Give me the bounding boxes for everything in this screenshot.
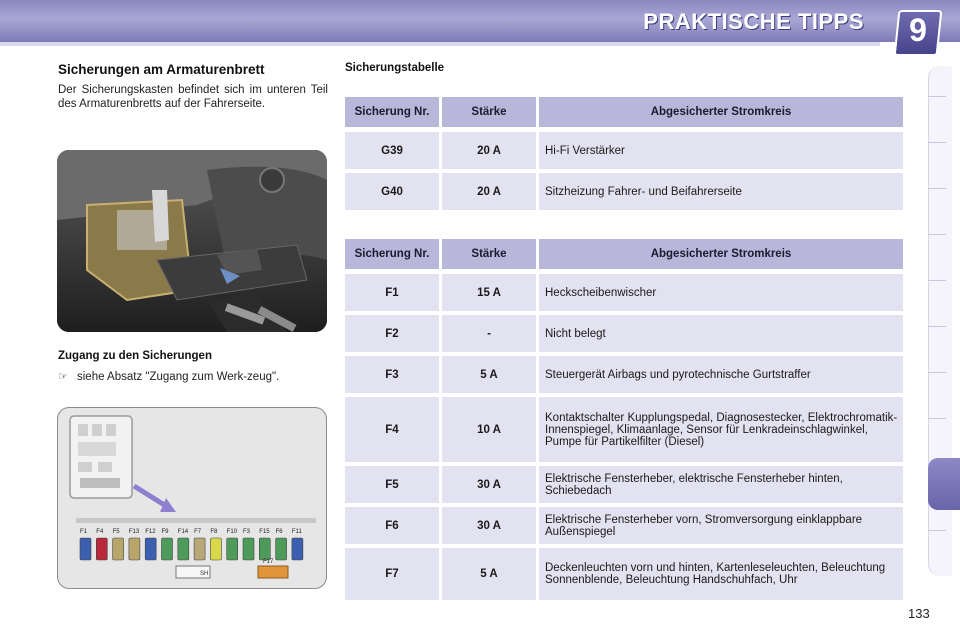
cell-rating: [442, 315, 536, 352]
header-rating-text: Stärke: [471, 106, 507, 118]
cell-rating: [442, 507, 536, 544]
header-circuit: [539, 97, 903, 127]
header-circuit-text: Abgesicherter Stromkreis: [650, 248, 792, 260]
cell-circuit-text: Deckenleuchten vorn und hinten, Kartenleseleuchten, Beleuchtung Sonnenblende, Beleuchtung Handschuhfach, Uhr: [545, 562, 886, 586]
cell-rating: [442, 397, 536, 462]
header-fuse-number: [345, 97, 439, 127]
fuse-f14: [178, 538, 189, 560]
fuse-box-diagram: [57, 407, 327, 589]
fuse-label: F5: [112, 529, 120, 535]
cell-circuit-text: Elektrische Fensterheber vorn, Stromversorgung einklappbare Außenspiegel: [545, 513, 863, 538]
fuse-f13: [129, 538, 140, 560]
f17-label: F17: [263, 559, 274, 565]
fuse-f3: [243, 538, 254, 560]
fuse-f17: [258, 566, 288, 578]
cell-circuit: [539, 173, 903, 210]
fuse-f4: [96, 538, 107, 560]
fuse-label: F3: [243, 529, 251, 535]
cell-fuse-number: [345, 173, 439, 210]
intro-paragraph: Der Sicherungskasten befindet sich im unteren Teil des Armaturenbretts auf der Fahrerseite.: [58, 84, 328, 110]
header-circuit: [539, 239, 903, 269]
header-circuit-text: Abgesicherter Stromkreis: [650, 106, 792, 118]
fuse-label: F11: [291, 529, 302, 535]
cell-rating-text: 5 A: [480, 568, 498, 580]
cell-rating-text: 5 A: [480, 368, 498, 381]
cell-fuse-number: [345, 507, 439, 544]
page-header: [0, 0, 960, 52]
cell-fuse-number: [345, 397, 439, 462]
fuse-label: F1: [80, 529, 88, 535]
fuse-f5: [113, 538, 124, 560]
cell-fuse-number: [345, 315, 439, 352]
dashboard-illustration: [57, 150, 327, 332]
cell-fuse-number: [345, 466, 439, 503]
chapter-number: 9: [909, 12, 927, 48]
fuse-f12: [145, 538, 156, 560]
cell-circuit: [539, 507, 903, 544]
cell-fuse-number: [345, 132, 439, 169]
fuse-label: F4: [96, 529, 104, 535]
cell-rating-text: -: [487, 327, 491, 340]
tab-divider: [928, 234, 946, 235]
header-rating: [442, 239, 536, 269]
cell-circuit: [539, 466, 903, 503]
cell-fuse-number: [345, 548, 439, 600]
cell-rating-text: 30 A: [477, 478, 501, 491]
cell-rating-text: 30 A: [477, 519, 501, 532]
cell-circuit-text: Sitzheizung Fahrer- und Beifahrerseite: [545, 185, 742, 198]
header-divider: [0, 42, 880, 46]
fuse-f9: [162, 538, 173, 560]
sh-label: SH: [200, 571, 209, 577]
dashboard-photo: [57, 150, 327, 332]
cell-circuit-text: Kontaktschalter Kupplungspedal, Diagnosestecker, Elektrochromatik-Innenspiegel, Klimaanlage, Sensor für Lenkradeinschlagwinkel, Pumpe für Partikelfilter (Diesel): [545, 411, 898, 448]
cell-circuit-text: Nicht belegt: [545, 327, 606, 340]
cell-rating: [442, 132, 536, 169]
header-rating-text: Stärke: [471, 248, 507, 260]
fuse-f6: [276, 538, 287, 560]
fuse-f10: [227, 538, 238, 560]
cell-circuit-text: Heckscheibenwischer: [545, 286, 657, 299]
tab-divider: [928, 326, 946, 327]
cell-fuse-number-text: F1: [385, 286, 399, 299]
tab-divider: [928, 142, 946, 143]
fuse-f1: [80, 538, 91, 560]
cell-fuse-number: [345, 274, 439, 311]
fuse-label: F7: [194, 529, 202, 535]
fuse-box-illustration: [58, 408, 327, 589]
cell-circuit-text: Elektrische Fensterheber, elektrische Fensterheber hinten, Schiebedach: [545, 472, 843, 497]
cell-fuse-number-text: G40: [381, 185, 403, 198]
header-fuse-number: [345, 239, 439, 269]
cell-rating-text: 20 A: [477, 185, 501, 198]
tab-divider: [928, 96, 946, 97]
tab-divider: [928, 418, 946, 419]
fuse-label: F10: [226, 529, 238, 535]
table-title: Sicherungstabelle: [345, 62, 445, 74]
fuse-f11: [292, 538, 303, 560]
fuse-label: F15: [259, 529, 270, 535]
cell-fuse-number-text: F4: [385, 423, 399, 436]
cell-rating: [442, 356, 536, 393]
cell-circuit: [539, 274, 903, 311]
cell-rating: [442, 548, 536, 600]
header-fuse-number-text: Sicherung Nr.: [354, 106, 430, 118]
header-rating: [442, 97, 536, 127]
cell-fuse-number-text: F3: [385, 368, 399, 381]
cell-fuse-number-text: F2: [385, 327, 399, 340]
cell-rating-text: 10 A: [477, 423, 501, 436]
cell-rating: [442, 466, 536, 503]
access-instruction-text: siehe Absatz "Zugang zum Werk-zeug".: [77, 371, 280, 383]
cell-rating: [442, 274, 536, 311]
cell-circuit-text: Steuergerät Airbags und pyrotechnische Gurtstraffer: [545, 368, 811, 381]
cell-fuse-number: [345, 356, 439, 393]
tab-divider: [928, 188, 946, 189]
cell-circuit: [539, 548, 903, 600]
fuse-label: F14: [177, 529, 189, 535]
section-title: Sicherungen am Armaturenbrett: [58, 62, 265, 77]
cell-rating: [442, 173, 536, 210]
access-title: Zugang zu den Sicherungen: [58, 350, 212, 362]
chapter-title: PRAKTISCHE TIPPS: [643, 9, 864, 34]
tab-divider: [928, 280, 946, 281]
header-fuse-number-text: Sicherung Nr.: [354, 248, 430, 260]
tab-divider: [928, 372, 946, 373]
tab-divider: [928, 530, 946, 531]
fuse-f7: [194, 538, 205, 560]
cell-fuse-number-text: F6: [385, 519, 399, 532]
cell-fuse-number-text: F5: [385, 478, 399, 491]
fuse-f8: [210, 538, 221, 560]
page-number: 133: [908, 606, 930, 621]
hand-pointer-icon: ☞: [58, 371, 68, 383]
cell-fuse-number-text: F7: [385, 568, 399, 580]
cell-circuit: [539, 356, 903, 393]
fuse-label: F6: [275, 529, 283, 535]
cell-rating-text: 20 A: [477, 144, 501, 157]
cell-rating-text: 15 A: [477, 286, 501, 299]
fuse-f15: [259, 538, 270, 560]
chapter-tab-active[interactable]: [928, 458, 960, 510]
cell-circuit: [539, 315, 903, 352]
cell-fuse-number-text: G39: [381, 144, 403, 157]
cell-circuit: [539, 132, 903, 169]
fuse-label: F12: [145, 529, 156, 535]
fuse-label: F13: [128, 529, 140, 535]
cell-circuit: [539, 397, 903, 462]
fuse-label: F9: [161, 529, 169, 535]
cell-circuit-text: Hi-Fi Verstärker: [545, 144, 625, 157]
fuse-label: F8: [210, 529, 218, 535]
